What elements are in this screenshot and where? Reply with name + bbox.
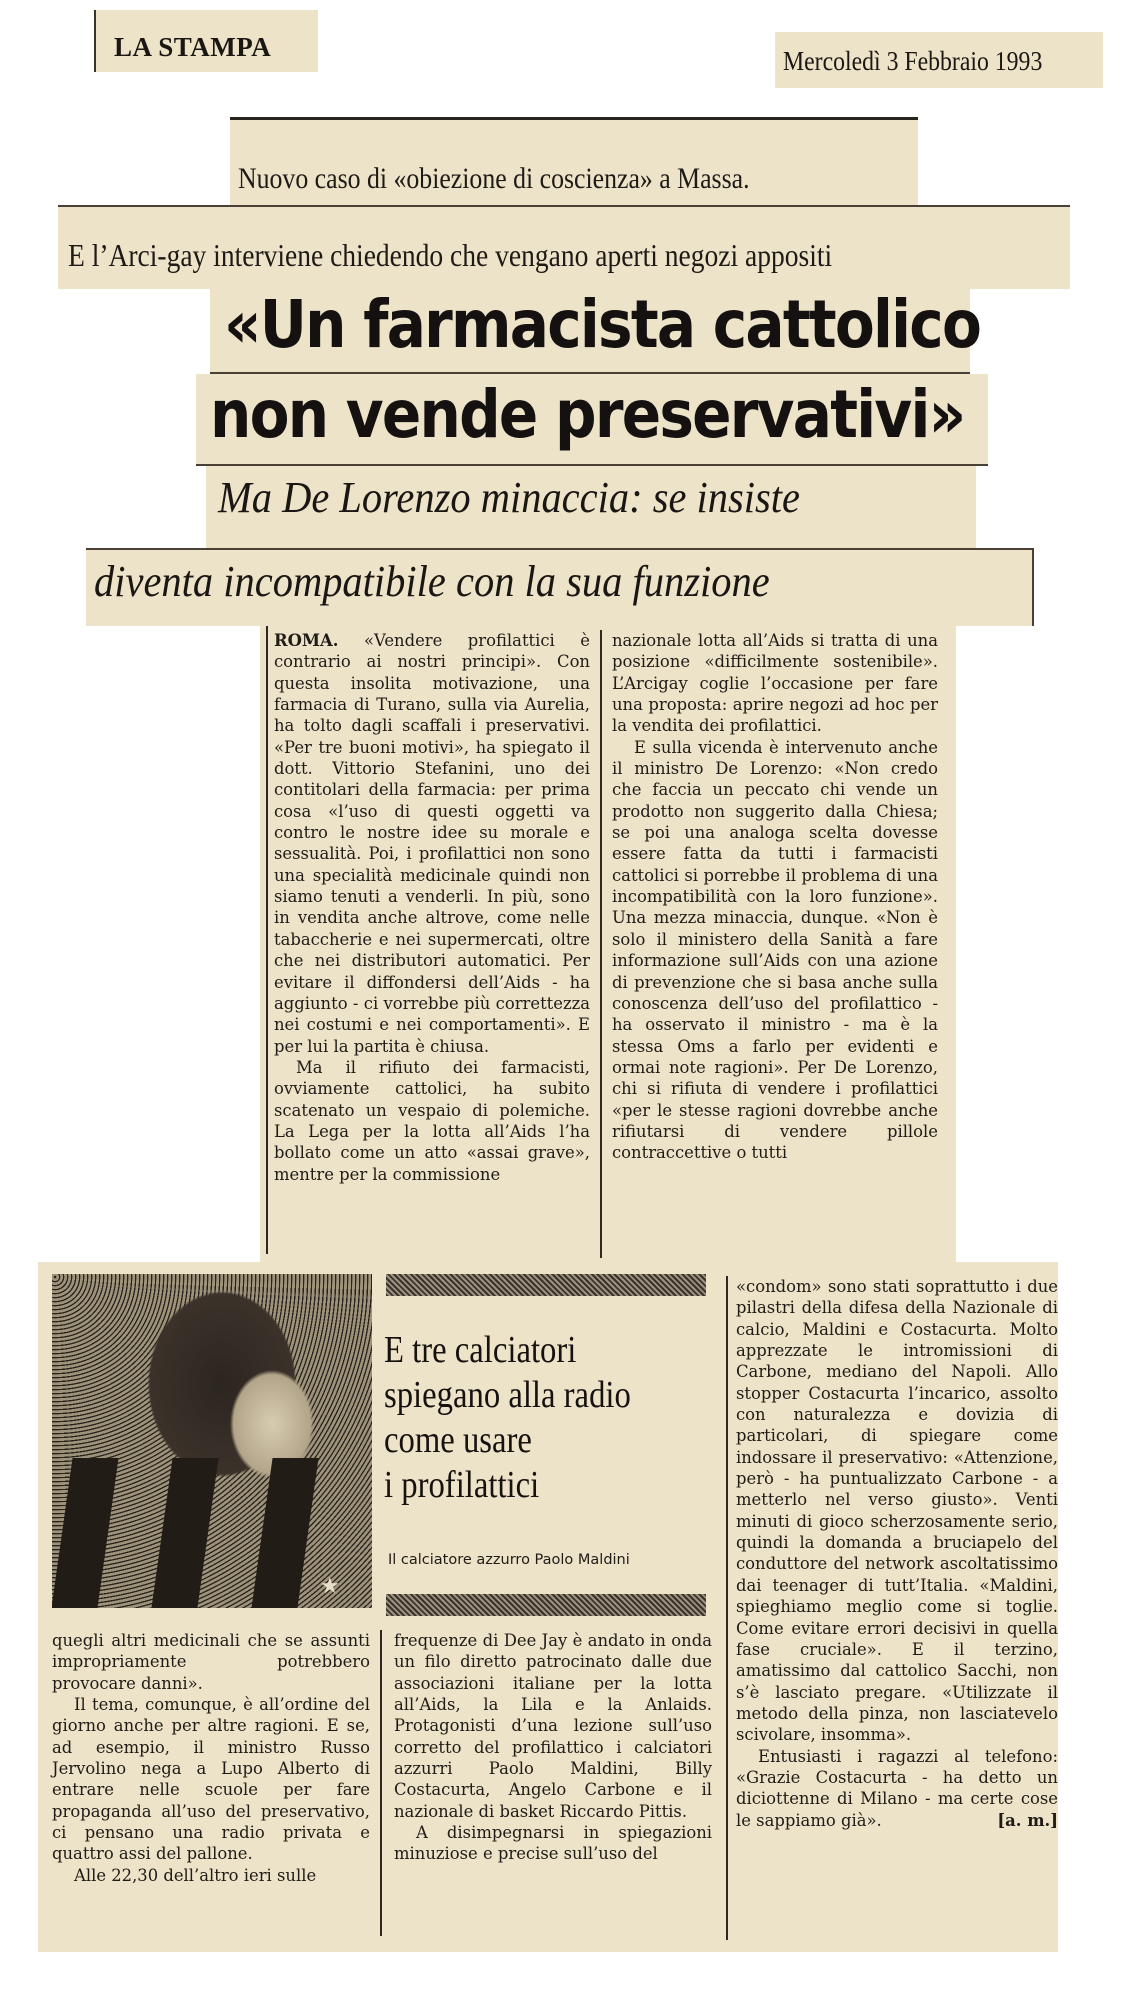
paragraph: nazionale lotta all’Aids si tratta di una posizione «difficilmente sostenibile». L’Arcigay coglie l’occasione per fare una proposta: aprire negozi ad hoc per la vendita dei profilattici. — [612, 631, 938, 736]
jersey-stripe — [52, 1458, 119, 1608]
paragraph — [274, 630, 590, 1057]
sidebar-column-1 — [394, 1630, 712, 1865]
article-column-3 — [52, 1630, 370, 1886]
subheadline-text: diventa incompatibile con la sua funzione — [94, 557, 770, 606]
title-line: i profilattici — [384, 1464, 540, 1506]
newspaper-name: LA STAMPA — [114, 32, 272, 62]
portrait-photo — [52, 1274, 372, 1608]
subheadline-line-2 — [86, 548, 1034, 626]
hatched-rule-top — [386, 1274, 706, 1296]
paragraph: «condom» sono stati soprattutto i due pilastri della difesa della Nazionale di calcio, Maldini e Costacurta. Molto apprezzate le intromissioni di Carbone, mediano del Napoli. Allo stopper Costacurta l’incarico, assolto con naturalezza e dovizia di particolari, di spiegare come indossare il preservativo: «Attenzione, però - ha puntualizzato Carbone - a metterlo nel verso giusto». Venti minuti di gioco scherzosamente serio, quindi la domanda a bruciapelo del conduttore del network ascoltatissimo dai teenager di tutt’Italia. «Maldini, spieghiamo meglio come si toglie. Come evitare errori decisivi in quella fase cruciale». E il terzino, amatissimo dal cattolico Sacchi, non s’è lasciato pregare. «Utilizzate il metodo della pinza, non lasciatevelo scivolare, insomma». — [736, 1277, 1058, 1745]
star-icon: ★ — [320, 1574, 340, 1599]
column-rule — [600, 630, 602, 1258]
publication-date: Mercoledì 3 Febbraio 1993 — [783, 46, 1043, 76]
sidebar-article-box — [38, 1262, 1058, 1952]
title-line: come usare — [384, 1419, 532, 1461]
kicker-text: Nuovo caso di «obiezione di coscienza» a Massa. — [238, 162, 750, 195]
column-rule — [266, 626, 268, 1254]
paragraph-text: Entusiasti i ragazzi al telefono: «Grazie Costacurta - ha detto un diciottenne di Milano - ma certe cose le sappiamo già». — [736, 1746, 1058, 1830]
photo-caption: Il calciatore azzurro Paolo Maldini — [388, 1552, 630, 1568]
title-line: spiegano alla radio — [384, 1374, 631, 1416]
paragraph: Il tema, comunque, è all’ordine del giorno anche per altre ragioni. E se, ad esempio, il ministro Russo Jervolino nega a Lupo Alberto di entrare nelle scuole per fare propaganda all’uso del preservativo, ci pensano una radio privata e quattro assi del pallone. — [52, 1695, 370, 1864]
headline-line-1 — [210, 286, 981, 374]
paragraph: A disimpegnarsi in spiegazioni minuziose e precise sull’uso del — [394, 1823, 712, 1864]
subheadline-line-1 — [206, 466, 976, 548]
kicker-line-1 — [230, 117, 918, 210]
paragraph — [736, 1746, 1058, 1831]
subheadline-text: Ma De Lorenzo minaccia: se insiste — [218, 473, 801, 522]
title-line: E tre calciatori — [384, 1329, 577, 1371]
jersey-stripe — [151, 1458, 218, 1608]
paragraph: E sulla vicenda è intervenuto anche il ministro De Lorenzo: «Non credo che faccia un peccato chi vende un prodotto non suggerito dalla Chiesa; se poi una analoga scelta dovesse essere fatta da tutti i farmacisti cattolici si porrebbe il problema di una incompatibilità con la loro funzione». Una mezza minaccia, dunque. «Non è solo il ministero della Sanità a fare informazione sull’Aids con una azione di prevenzione che si basa anche sulla conoscenza dell’uso del profilattico - ha osservato il ministro - ma è la stessa Oms a farlo per evidenti e ormai note ragioni». Per De Lorenzo, chi si rifiuta di vendere i profilattici «per le stesse ragioni dovrebbe anche rifiutarsi di vendere pillole contraccettive o tutti — [612, 737, 938, 1163]
author-signature: [a. m.] — [997, 1810, 1058, 1830]
column-rule — [726, 1276, 728, 1940]
newspaper-masthead — [94, 10, 318, 72]
paragraph: Alle 22,30 dell’altro ieri sulle — [74, 1865, 317, 1885]
article-column-1 — [274, 630, 590, 1185]
hatched-rule-bottom — [386, 1594, 706, 1616]
column-rule — [380, 1630, 382, 1936]
headline-text: non vende preservativi» — [210, 376, 965, 453]
sidebar-column-2 — [736, 1276, 1058, 1831]
paragraph: quegli altri medicinali che se assunti impropriamente potrebbero provocare danni». — [52, 1631, 370, 1693]
paragraph: frequenze di Dee Jay è andato in onda un filo diretto patrocinato dalle due associazioni italiane per la lotta all’Aids, la Lila e la Anlaids. Protagonisti d’una lezione sull’uso corretto del profilattico i calciatori azzurri Paolo Maldini, Billy Costacurta, Angelo Carbone e il nazionale di basket Riccardo Pittis. — [394, 1631, 712, 1821]
sidebar-title — [384, 1328, 659, 1508]
paragraph-text: «Vendere profilattici è contrario ai nostri principi». Con questa insolita motivazione, una farmacia di Turano, sulla via Aurelia, ha tolto dagli scaffali i preservativi. «Per tre buoni motivi», ha spiegato il dott. Vittorio Stefanini, uno dei contitolari della farmacia: per prima cosa «l’uso di questi oggetti va contro le nostre idee su morale e sessualità. Poi, i profilattici non sono una specialità medicinale quindi non siamo tenuti a venderli. In più, sono in vendita anche altrove, come nelle tabaccherie e nei supermercati, oltre che nei distributori automatici. Per evitare il diffondersi dell’Aids - ha aggiunto - ci vorrebbe più correttezza nei costumi e nei comportamenti». E per lui la partita è chiusa. — [274, 631, 590, 1056]
headline-line-2 — [196, 374, 988, 466]
jersey-stripe — [251, 1458, 318, 1608]
kicker-text: E l’Arci-gay interviene chiedendo che vengano aperti negozi appositi — [68, 237, 833, 273]
kicker-line-2 — [58, 205, 1070, 289]
paragraph: Ma il rifiuto dei farmacisti, ovviamente cattolici, ha subito scatenato un vespaio di polemiche. La Lega per la lotta all’Aids l’ha bollato come un atto «assai grave», mentre per la commissione — [274, 1057, 590, 1184]
article-column-2 — [612, 630, 938, 1164]
date-clipping — [775, 32, 1103, 88]
article-body — [260, 622, 956, 1262]
dateline: ROMA. — [274, 631, 339, 650]
headline-text: «Un farmacista cattolico — [224, 286, 981, 363]
